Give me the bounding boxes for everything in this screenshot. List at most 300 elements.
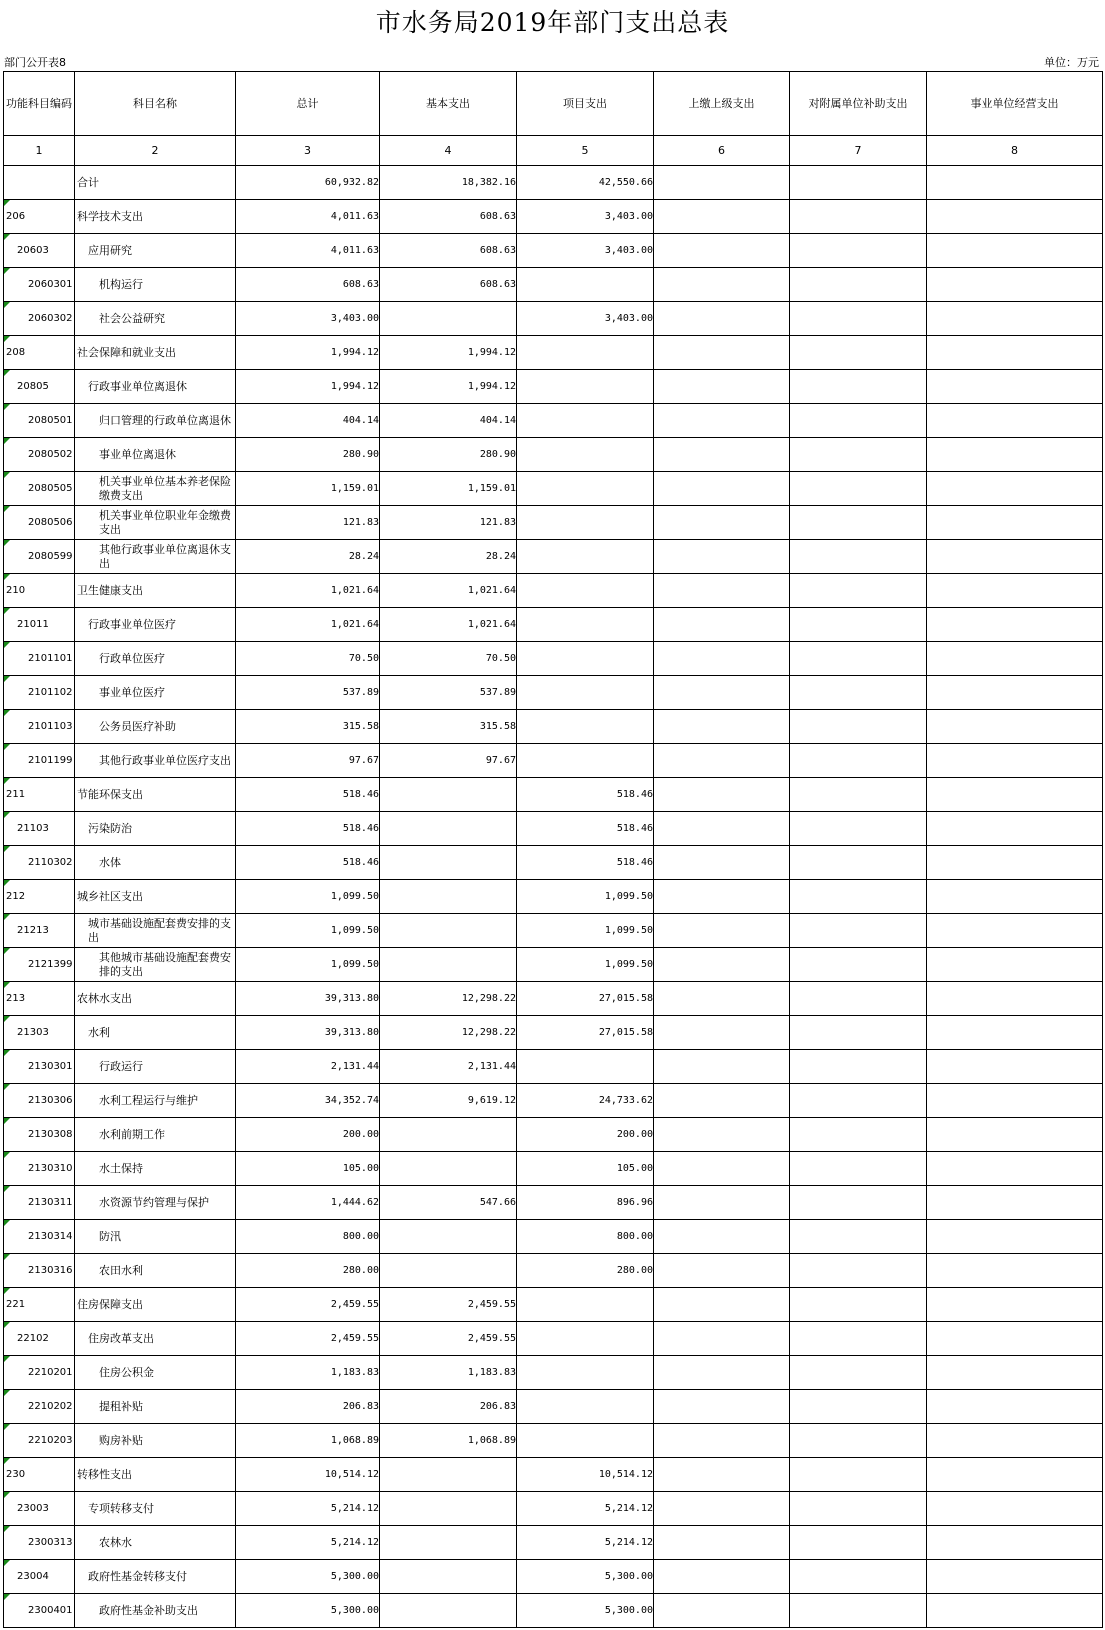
cell-code: 2130311: [4, 1186, 75, 1220]
cell-business: [927, 1424, 1103, 1458]
cell-code: 2080599: [4, 540, 75, 574]
cell-project: [517, 1424, 654, 1458]
table-row: [4, 880, 1103, 914]
cell-total: 10,514.12: [236, 1458, 380, 1492]
table-row: [4, 778, 1103, 812]
cell-basic: 9,619.12: [380, 1084, 517, 1118]
cell-total: 1,099.50: [236, 948, 380, 982]
cell-basic: 608.63: [380, 200, 517, 234]
table-row: [4, 574, 1103, 608]
cell-subsidy: [790, 336, 927, 370]
cell-upper: [654, 1424, 790, 1458]
cell-subsidy: [790, 1152, 927, 1186]
cell-total: 5,300.00: [236, 1594, 380, 1628]
cell-upper: [654, 404, 790, 438]
table-row: [4, 1186, 1103, 1220]
cell-basic: 404.14: [380, 404, 517, 438]
cell-basic: 97.67: [380, 744, 517, 778]
cell-project: 200.00: [517, 1118, 654, 1152]
cell-code: 2121399: [4, 948, 75, 982]
cell-name: 应用研究: [75, 234, 236, 268]
cell-subsidy: [790, 370, 927, 404]
cell-code: 221: [4, 1288, 75, 1322]
table-row: [4, 1084, 1103, 1118]
cell-upper: [654, 744, 790, 778]
cell-basic: [380, 1594, 517, 1628]
cell-business: [927, 234, 1103, 268]
cell-business: [927, 914, 1103, 948]
cell-business: [927, 1152, 1103, 1186]
cell-code: 2101199: [4, 744, 75, 778]
cell-upper: [654, 1016, 790, 1050]
cell-business: [927, 710, 1103, 744]
cell-upper: [654, 608, 790, 642]
cell-project: [517, 574, 654, 608]
cell-total: 200.00: [236, 1118, 380, 1152]
cell-name: 住房公积金: [75, 1356, 236, 1390]
cell-subsidy: [790, 234, 927, 268]
column-number: 8: [927, 136, 1103, 166]
cell-upper: [654, 1560, 790, 1594]
cell-subsidy: [790, 812, 927, 846]
cell-upper: [654, 710, 790, 744]
cell-subsidy: [790, 1458, 927, 1492]
cell-project: 896.96: [517, 1186, 654, 1220]
cell-subsidy: [790, 1050, 927, 1084]
column-number: 7: [790, 136, 927, 166]
table-row: [4, 948, 1103, 982]
table-row: [4, 1220, 1103, 1254]
cell-total: 39,313.80: [236, 1016, 380, 1050]
cell-subsidy: [790, 948, 927, 982]
table-row: [4, 302, 1103, 336]
cell-name: 政府性基金补助支出: [75, 1594, 236, 1628]
cell-name: 住房改革支出: [75, 1322, 236, 1356]
cell-code: 23004: [4, 1560, 75, 1594]
cell-basic: 608.63: [380, 234, 517, 268]
cell-code: 2080501: [4, 404, 75, 438]
cell-basic: [380, 948, 517, 982]
cell-subsidy: [790, 574, 927, 608]
cell-subsidy: [790, 540, 927, 574]
cell-subsidy: [790, 1186, 927, 1220]
cell-basic: 537.89: [380, 676, 517, 710]
cell-code: 2210203: [4, 1424, 75, 1458]
cell-project: [517, 404, 654, 438]
cell-subsidy: [790, 1424, 927, 1458]
cell-total: 60,932.82: [236, 166, 380, 200]
cell-name: 其他行政事业单位医疗支出: [75, 744, 236, 778]
cell-subsidy: [790, 1594, 927, 1628]
page-title: 市水务局2019年部门支出总表: [375, 8, 730, 37]
column-number: 4: [380, 136, 517, 166]
cell-name: 水体: [75, 846, 236, 880]
cell-upper: [654, 1492, 790, 1526]
cell-basic: [380, 1152, 517, 1186]
cell-name: 公务员医疗补助: [75, 710, 236, 744]
cell-basic: 608.63: [380, 268, 517, 302]
cell-subsidy: [790, 982, 927, 1016]
cell-total: 97.67: [236, 744, 380, 778]
cell-basic: 121.83: [380, 506, 517, 540]
table-row: [4, 268, 1103, 302]
table-row: [4, 1424, 1103, 1458]
cell-name: 卫生健康支出: [75, 574, 236, 608]
cell-basic: [380, 1492, 517, 1526]
unit-label: 单位：万元: [1044, 56, 1099, 69]
cell-name: 事业单位医疗: [75, 676, 236, 710]
cell-upper: [654, 1050, 790, 1084]
cell-business: [927, 948, 1103, 982]
cell-code: 22102: [4, 1322, 75, 1356]
table-row: [4, 200, 1103, 234]
cell-upper: [654, 1084, 790, 1118]
cell-subsidy: [790, 1526, 927, 1560]
cell-total: 4,011.63: [236, 234, 380, 268]
cell-business: [927, 744, 1103, 778]
cell-basic: 1,994.12: [380, 336, 517, 370]
cell-subsidy: [790, 1288, 927, 1322]
cell-name: 水利工程运行与维护: [75, 1084, 236, 1118]
cell-name: 转移性支出: [75, 1458, 236, 1492]
cell-business: [927, 676, 1103, 710]
cell-name: 行政事业单位离退休: [75, 370, 236, 404]
cell-upper: [654, 914, 790, 948]
cell-upper: [654, 676, 790, 710]
col-header-name: 科目名称: [75, 72, 236, 136]
cell-subsidy: [790, 1560, 927, 1594]
cell-total: 608.63: [236, 268, 380, 302]
cell-name: 科学技术支出: [75, 200, 236, 234]
cell-upper: [654, 1288, 790, 1322]
cell-project: [517, 336, 654, 370]
cell-code: 2300313: [4, 1526, 75, 1560]
cell-code: 212: [4, 880, 75, 914]
cell-upper: [654, 1118, 790, 1152]
cell-subsidy: [790, 1220, 927, 1254]
cell-business: [927, 778, 1103, 812]
cell-subsidy: [790, 404, 927, 438]
cell-subsidy: [790, 744, 927, 778]
col-header-business: 事业单位经营支出: [927, 72, 1103, 136]
cell-project: [517, 506, 654, 540]
table-row: [4, 540, 1103, 574]
table-row: [4, 166, 1103, 200]
cell-upper: [654, 1594, 790, 1628]
cell-subsidy: [790, 1356, 927, 1390]
cell-business: [927, 608, 1103, 642]
cell-total: 2,131.44: [236, 1050, 380, 1084]
cell-project: [517, 1390, 654, 1424]
cell-business: [927, 1492, 1103, 1526]
cell-upper: [654, 1186, 790, 1220]
cell-name: 防汛: [75, 1220, 236, 1254]
cell-business: [927, 1186, 1103, 1220]
cell-project: 518.46: [517, 812, 654, 846]
cell-subsidy: [790, 166, 927, 200]
table-row: [4, 336, 1103, 370]
cell-code: 2130301: [4, 1050, 75, 1084]
cell-code: 2101103: [4, 710, 75, 744]
column-number: 6: [654, 136, 790, 166]
cell-project: [517, 1322, 654, 1356]
cell-business: [927, 880, 1103, 914]
cell-business: [927, 574, 1103, 608]
cell-project: 1,099.50: [517, 914, 654, 948]
cell-subsidy: [790, 1254, 927, 1288]
cell-business: [927, 506, 1103, 540]
cell-project: [517, 710, 654, 744]
cell-upper: [654, 472, 790, 506]
cell-basic: 1,994.12: [380, 370, 517, 404]
cell-code: 23003: [4, 1492, 75, 1526]
cell-basic: [380, 880, 517, 914]
cell-name: 其他城市基础设施配套费安排的支出: [75, 948, 236, 982]
cell-upper: [654, 1458, 790, 1492]
cell-basic: 2,131.44: [380, 1050, 517, 1084]
column-number: 1: [4, 136, 75, 166]
table-row: [4, 1254, 1103, 1288]
cell-business: [927, 812, 1103, 846]
cell-subsidy: [790, 506, 927, 540]
table-row: [4, 812, 1103, 846]
cell-total: 1,159.01: [236, 472, 380, 506]
cell-project: 800.00: [517, 1220, 654, 1254]
cell-basic: 547.66: [380, 1186, 517, 1220]
cell-basic: [380, 812, 517, 846]
cell-business: [927, 404, 1103, 438]
cell-project: [517, 744, 654, 778]
table-row: [4, 1152, 1103, 1186]
cell-subsidy: [790, 676, 927, 710]
cell-total: 518.46: [236, 846, 380, 880]
cell-total: 2,459.55: [236, 1288, 380, 1322]
cell-name: 事业单位离退休: [75, 438, 236, 472]
cell-total: 280.90: [236, 438, 380, 472]
cell-name: 行政运行: [75, 1050, 236, 1084]
cell-basic: 2,459.55: [380, 1322, 517, 1356]
cell-code: 2210201: [4, 1356, 75, 1390]
cell-business: [927, 1458, 1103, 1492]
cell-total: 1,183.83: [236, 1356, 380, 1390]
cell-business: [927, 336, 1103, 370]
cell-upper: [654, 982, 790, 1016]
cell-project: [517, 676, 654, 710]
cell-subsidy: [790, 778, 927, 812]
cell-code: 2080505: [4, 472, 75, 506]
cell-name: 机构运行: [75, 268, 236, 302]
cell-basic: 18,382.16: [380, 166, 517, 200]
table-row: [4, 1594, 1103, 1628]
cell-total: 39,313.80: [236, 982, 380, 1016]
cell-business: [927, 200, 1103, 234]
cell-basic: 1,068.89: [380, 1424, 517, 1458]
cell-code: 2110302: [4, 846, 75, 880]
cell-name: 节能环保支出: [75, 778, 236, 812]
cell-business: [927, 472, 1103, 506]
cell-total: 34,352.74: [236, 1084, 380, 1118]
cell-total: 315.58: [236, 710, 380, 744]
cell-project: 5,300.00: [517, 1560, 654, 1594]
cell-name: 水资源节约管理与保护: [75, 1186, 236, 1220]
cell-business: [927, 846, 1103, 880]
cell-upper: [654, 642, 790, 676]
column-number: 3: [236, 136, 380, 166]
cell-project: [517, 1288, 654, 1322]
cell-project: [517, 268, 654, 302]
cell-project: 5,214.12: [517, 1492, 654, 1526]
cell-project: 1,099.50: [517, 948, 654, 982]
cell-name: 合计: [75, 166, 236, 200]
column-number: 5: [517, 136, 654, 166]
table-row: [4, 1560, 1103, 1594]
table-row: [4, 234, 1103, 268]
table-row: [4, 846, 1103, 880]
cell-total: 1,994.12: [236, 336, 380, 370]
cell-name: 污染防治: [75, 812, 236, 846]
table-row: [4, 1390, 1103, 1424]
cell-project: 3,403.00: [517, 302, 654, 336]
cell-subsidy: [790, 472, 927, 506]
cell-upper: [654, 1254, 790, 1288]
col-header-project: 项目支出: [517, 72, 654, 136]
cell-basic: [380, 1220, 517, 1254]
table-label: 部门公开表8: [4, 56, 66, 69]
cell-basic: [380, 1254, 517, 1288]
cell-project: 3,403.00: [517, 200, 654, 234]
cell-business: [927, 1220, 1103, 1254]
cell-project: 105.00: [517, 1152, 654, 1186]
cell-total: 2,459.55: [236, 1322, 380, 1356]
cell-basic: 1,159.01: [380, 472, 517, 506]
cell-business: [927, 982, 1103, 1016]
cell-name: 农林水支出: [75, 982, 236, 1016]
cell-business: [927, 1050, 1103, 1084]
cell-code: 2060301: [4, 268, 75, 302]
cell-total: 1,021.64: [236, 574, 380, 608]
cell-subsidy: [790, 1118, 927, 1152]
cell-code: 230: [4, 1458, 75, 1492]
cell-project: 10,514.12: [517, 1458, 654, 1492]
cell-upper: [654, 166, 790, 200]
cell-code: 2210202: [4, 1390, 75, 1424]
cell-upper: [654, 1152, 790, 1186]
cell-project: [517, 540, 654, 574]
cell-business: [927, 1118, 1103, 1152]
cell-total: 1,994.12: [236, 370, 380, 404]
cell-project: 24,733.62: [517, 1084, 654, 1118]
table-row: [4, 914, 1103, 948]
cell-business: [927, 166, 1103, 200]
table-row: [4, 438, 1103, 472]
cell-total: 121.83: [236, 506, 380, 540]
column-number: 2: [75, 136, 236, 166]
cell-subsidy: [790, 268, 927, 302]
cell-total: 404.14: [236, 404, 380, 438]
cell-code: 21011: [4, 608, 75, 642]
table-row: [4, 1016, 1103, 1050]
cell-project: [517, 370, 654, 404]
cell-total: 28.24: [236, 540, 380, 574]
cell-upper: [654, 336, 790, 370]
cell-business: [927, 540, 1103, 574]
cell-code: 21303: [4, 1016, 75, 1050]
cell-total: 518.46: [236, 812, 380, 846]
cell-business: [927, 438, 1103, 472]
cell-code: 21103: [4, 812, 75, 846]
cell-upper: [654, 302, 790, 336]
cell-name: 行政单位医疗: [75, 642, 236, 676]
cell-subsidy: [790, 642, 927, 676]
cell-subsidy: [790, 846, 927, 880]
cell-business: [927, 1594, 1103, 1628]
cell-upper: [654, 268, 790, 302]
cell-basic: 1,021.64: [380, 608, 517, 642]
cell-code: 2130308: [4, 1118, 75, 1152]
cell-total: 5,300.00: [236, 1560, 380, 1594]
table-row: [4, 1492, 1103, 1526]
cell-code: 20805: [4, 370, 75, 404]
cell-name: 水利: [75, 1016, 236, 1050]
cell-basic: [380, 302, 517, 336]
cell-code: 2130306: [4, 1084, 75, 1118]
cell-total: 1,021.64: [236, 608, 380, 642]
cell-upper: [654, 234, 790, 268]
cell-name: 机关事业单位职业年金缴费支出: [75, 506, 236, 540]
header-row: [4, 72, 1103, 136]
table-row: [4, 608, 1103, 642]
cell-basic: 206.83: [380, 1390, 517, 1424]
cell-subsidy: [790, 1016, 927, 1050]
cell-upper: [654, 880, 790, 914]
cell-code: 2130314: [4, 1220, 75, 1254]
cell-total: 518.46: [236, 778, 380, 812]
cell-basic: [380, 846, 517, 880]
cell-business: [927, 370, 1103, 404]
col-header-basic: 基本支出: [380, 72, 517, 136]
cell-upper: [654, 1322, 790, 1356]
cell-business: [927, 1084, 1103, 1118]
cell-basic: 12,298.22: [380, 982, 517, 1016]
col-header-code: 功能科目编码: [4, 72, 75, 136]
cell-name: 行政事业单位医疗: [75, 608, 236, 642]
cell-basic: 2,459.55: [380, 1288, 517, 1322]
cell-total: 1,099.50: [236, 914, 380, 948]
cell-basic: [380, 1560, 517, 1594]
table-row: [4, 1118, 1103, 1152]
cell-name: 其他行政事业单位离退休支出: [75, 540, 236, 574]
cell-code: 2130310: [4, 1152, 75, 1186]
cell-business: [927, 1016, 1103, 1050]
cell-project: 42,550.66: [517, 166, 654, 200]
cell-code: 2130316: [4, 1254, 75, 1288]
cell-code: 206: [4, 200, 75, 234]
cell-project: 3,403.00: [517, 234, 654, 268]
cell-name: 政府性基金转移支付: [75, 1560, 236, 1594]
cell-project: 518.46: [517, 846, 654, 880]
cell-name: 社会公益研究: [75, 302, 236, 336]
cell-name: 归口管理的行政单位离退休: [75, 404, 236, 438]
cell-code: 2080506: [4, 506, 75, 540]
table-row: [4, 642, 1103, 676]
cell-project: 5,300.00: [517, 1594, 654, 1628]
cell-name: 住房保障支出: [75, 1288, 236, 1322]
cell-code: 2101101: [4, 642, 75, 676]
cell-name: 城乡社区支出: [75, 880, 236, 914]
cell-name: 社会保障和就业支出: [75, 336, 236, 370]
cell-code: 210: [4, 574, 75, 608]
col-header-total: 总计: [236, 72, 380, 136]
